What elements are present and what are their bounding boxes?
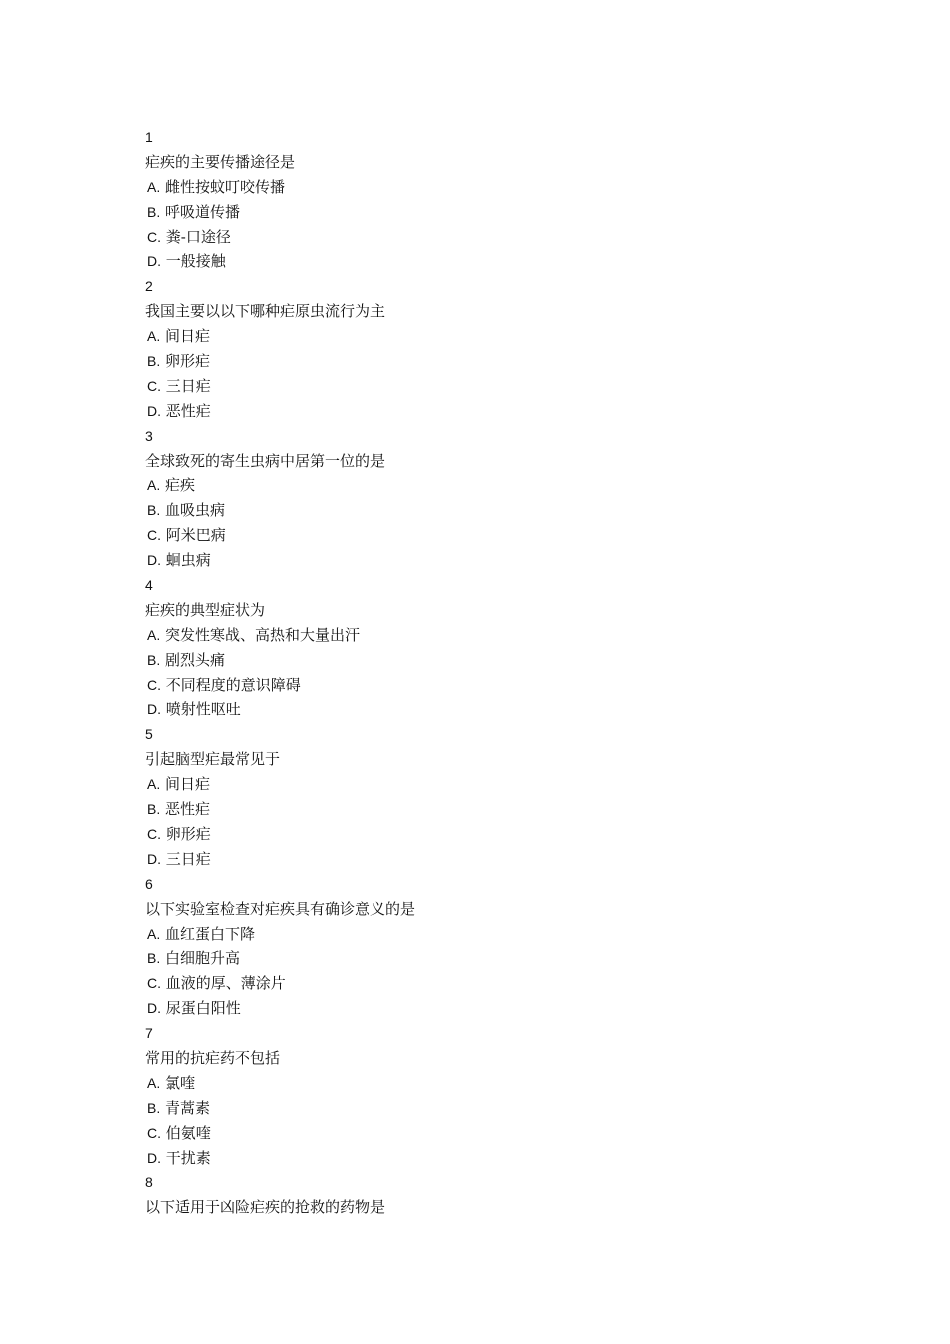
option-letter: A. [147,776,161,793]
option-letter: D. [147,402,161,419]
option-text: 血红蛋白下降 [165,924,256,943]
option-letter: C. [147,228,161,245]
answer-option [145,374,845,399]
option-letter: B. [147,950,161,967]
answer-option [145,249,845,274]
option-text: 干扰素 [165,1148,211,1167]
option-text: 血液的厚、薄涂片 [165,974,286,993]
option-text: 三日疟 [165,849,211,868]
answer-option [145,946,845,971]
answer-option [145,175,845,200]
answer-option [145,673,845,698]
option-letter: B. [147,801,161,818]
answer-option [145,473,845,498]
question-text: 以下适用于凶险疟疾的抢救的药物是 [145,1198,386,1217]
answer-option [145,324,845,349]
option-text: 恶性疟 [165,401,211,420]
option-text: 血吸虫病 [165,501,226,520]
option-letter: B. [147,353,161,370]
answer-option [145,797,845,822]
question-number: 8 [145,1174,153,1191]
option-text: 尿蛋白阳性 [165,999,241,1018]
option-text: 青蒿素 [165,1098,211,1117]
option-letter: A. [147,925,161,942]
question-text: 以下实验室检查对疟疾具有确诊意义的是 [145,899,416,918]
option-letter: A. [147,1074,161,1091]
option-text: 白细胞升高 [165,949,241,968]
answer-option [145,1071,845,1096]
option-text: 不同程度的意识障碍 [165,675,301,694]
option-letter: C. [147,527,161,544]
option-letter: B. [147,203,161,220]
option-letter: D. [147,1000,161,1017]
option-letter: B. [147,502,161,519]
question-number: 6 [145,875,153,892]
question-list [145,125,845,1220]
option-text: 蛔虫病 [165,551,211,570]
question-text: 引起脑型疟最常见于 [145,750,281,769]
option-letter: D. [147,850,161,867]
option-text: 呼吸道传播 [165,202,241,221]
question-number: 4 [145,577,153,594]
answer-option [145,399,845,424]
question-number: 2 [145,278,153,295]
option-text: 喷射性呕吐 [165,700,241,719]
question-text: 疟疾的典型症状为 [145,600,266,619]
answer-option [145,548,845,573]
answer-option [145,922,845,947]
option-text: 突发性寒战、高热和大量出汗 [165,625,361,644]
option-text: 阿米巴病 [165,526,226,545]
answer-option [145,1121,845,1146]
answer-option [145,971,845,996]
answer-option [145,648,845,673]
option-text: 疟疾 [165,476,196,495]
answer-option [145,847,845,872]
question-number: 3 [145,427,153,444]
option-text: 三日疟 [165,376,211,395]
option-letter: D. [147,552,161,569]
question-number: 7 [145,1025,153,1042]
option-letter: A. [147,477,161,494]
option-letter: D. [147,1149,161,1166]
option-letter: C. [147,975,161,992]
option-text: 恶性疟 [165,800,211,819]
option-letter: A. [147,328,161,345]
answer-option [145,996,845,1021]
answer-option [145,697,845,722]
answer-option [145,822,845,847]
option-text: 雌性按蚊叮咬传播 [165,177,286,196]
question-text: 疟疾的主要传播途径是 [145,152,296,171]
option-text: 卵形疟 [165,352,211,371]
option-text: 伯氨喹 [165,1123,211,1142]
option-text: 粪-口途径 [165,227,231,246]
answer-option [145,225,845,250]
question-text: 全球致死的寄生虫病中居第一位的是 [145,451,386,470]
answer-option [145,772,845,797]
answer-option [145,200,845,225]
answer-option [145,1096,845,1121]
question-number: 1 [145,129,153,145]
option-text: 氯喹 [165,1073,196,1092]
option-text: 卵形疟 [165,824,211,843]
answer-option [145,1146,845,1171]
option-letter: B. [147,1099,161,1116]
answer-option [145,523,845,548]
option-text: 剧烈头痛 [165,650,226,669]
answer-option [145,623,845,648]
option-letter: D. [147,253,161,270]
option-letter: C. [147,377,161,394]
option-letter: D. [147,701,161,718]
option-letter: B. [147,651,161,668]
question-text: 常用的抗疟药不包括 [145,1048,281,1067]
answer-option [145,349,845,374]
option-text: 间日疟 [165,327,211,346]
question-text: 我国主要以以下哪种疟原虫流行为主 [145,302,386,321]
option-letter: A. [147,178,161,195]
option-text: 间日疟 [165,775,211,794]
option-letter: C. [147,825,161,842]
option-letter: A. [147,626,161,643]
option-text: 一般接触 [165,252,226,271]
option-letter: C. [147,676,161,693]
question-number: 5 [145,726,153,743]
answer-option [145,498,845,523]
option-letter: C. [147,1124,161,1141]
